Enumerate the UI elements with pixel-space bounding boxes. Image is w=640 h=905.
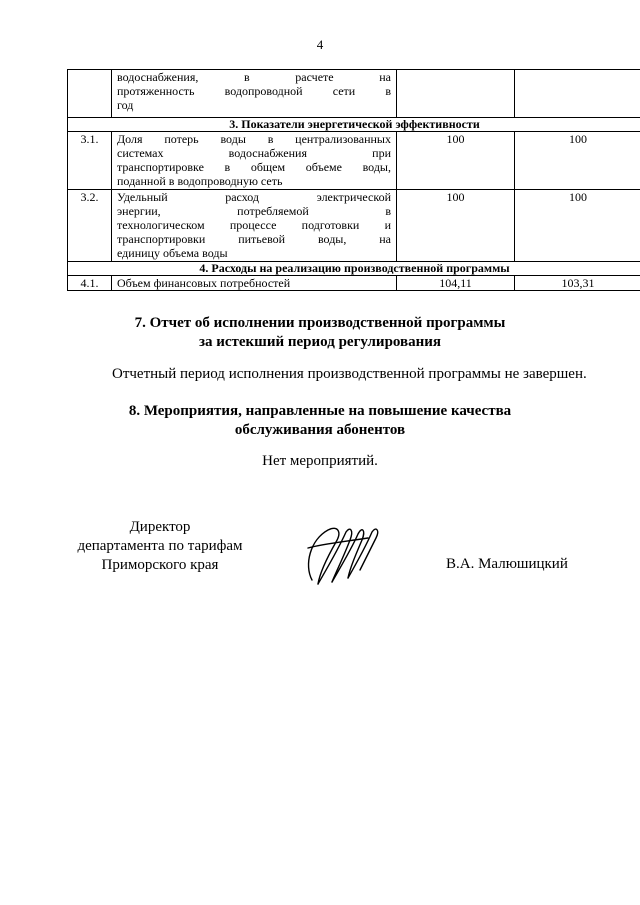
section-8-title-line1: 8. Мероприятия, направленные на повышение качества (128, 403, 512, 419)
desc-line: технологическом процессе подготовки и (117, 218, 391, 232)
table-row (68, 70, 640, 118)
desc-line: поданной в водопроводную сеть (117, 174, 283, 188)
row-number-cell: 3.2. (68, 190, 112, 262)
value-cell: 100 (515, 132, 640, 190)
signatory-title-line2: департамента по тарифам (77, 538, 243, 554)
desc-line: единицу объема воды (117, 246, 228, 260)
value-cell (515, 70, 640, 118)
table-row (68, 276, 640, 291)
page-number: 4 (316, 37, 324, 52)
section-header-row (68, 118, 640, 132)
desc-line: системах водоснабжения при (117, 146, 391, 160)
section-8-title-line2: обслуживания абонентов (234, 422, 406, 438)
desc-line: Удельный расход электрической (117, 190, 391, 204)
desc-line: Доля потерь воды в централизованных (117, 132, 391, 146)
table-row (68, 190, 640, 262)
section-7-title-line2: за истекший период регулирования (198, 334, 442, 350)
row-description-cell (112, 70, 397, 118)
value-cell: 100 (397, 132, 515, 190)
desc-line: водоснабжения, в расчете на (117, 70, 391, 84)
value-cell: 104,11 (397, 276, 515, 291)
desc-line: транспортировке в общем объеме воды, (117, 160, 391, 174)
section-7-text: Отчетный период исполнения производственной программы не завершен. (112, 366, 587, 382)
section-4-header: 4. Расходы на реализацию производственной программы (68, 262, 640, 276)
row-description-cell (112, 190, 397, 262)
signatory-title-line1: Директор (129, 519, 191, 535)
section-7-title-line1: 7. Отчет об исполнении производственной программы (134, 315, 506, 331)
signatory-name: В.А. Малюшицкий (446, 556, 568, 572)
desc-line: протяженность водопроводной сети в (117, 84, 391, 98)
section-header-row (68, 262, 640, 276)
value-cell: 100 (397, 190, 515, 262)
value-cell: 100 (515, 190, 640, 262)
section-3-header: 3. Показатели энергетической эффективности (68, 118, 640, 132)
row-description-cell: Объем финансовых потребностей (112, 276, 397, 291)
desc-line: энергии, потребляемой в (117, 204, 391, 218)
section-8-text: Нет мероприятий. (262, 453, 378, 469)
production-program-table (67, 69, 640, 291)
desc-line: год (117, 98, 134, 112)
handwritten-signature (298, 520, 388, 590)
table-row (68, 132, 640, 190)
row-number-cell: 4.1. (68, 276, 112, 291)
row-number-cell (68, 70, 112, 118)
row-number-cell: 3.1. (68, 132, 112, 190)
row-description-cell (112, 132, 397, 190)
value-cell (397, 70, 515, 118)
signatory-title-line3: Приморского края (101, 557, 219, 573)
value-cell: 103,31 (515, 276, 640, 291)
desc-line: транспортировки питьевой воды, на (117, 232, 391, 246)
